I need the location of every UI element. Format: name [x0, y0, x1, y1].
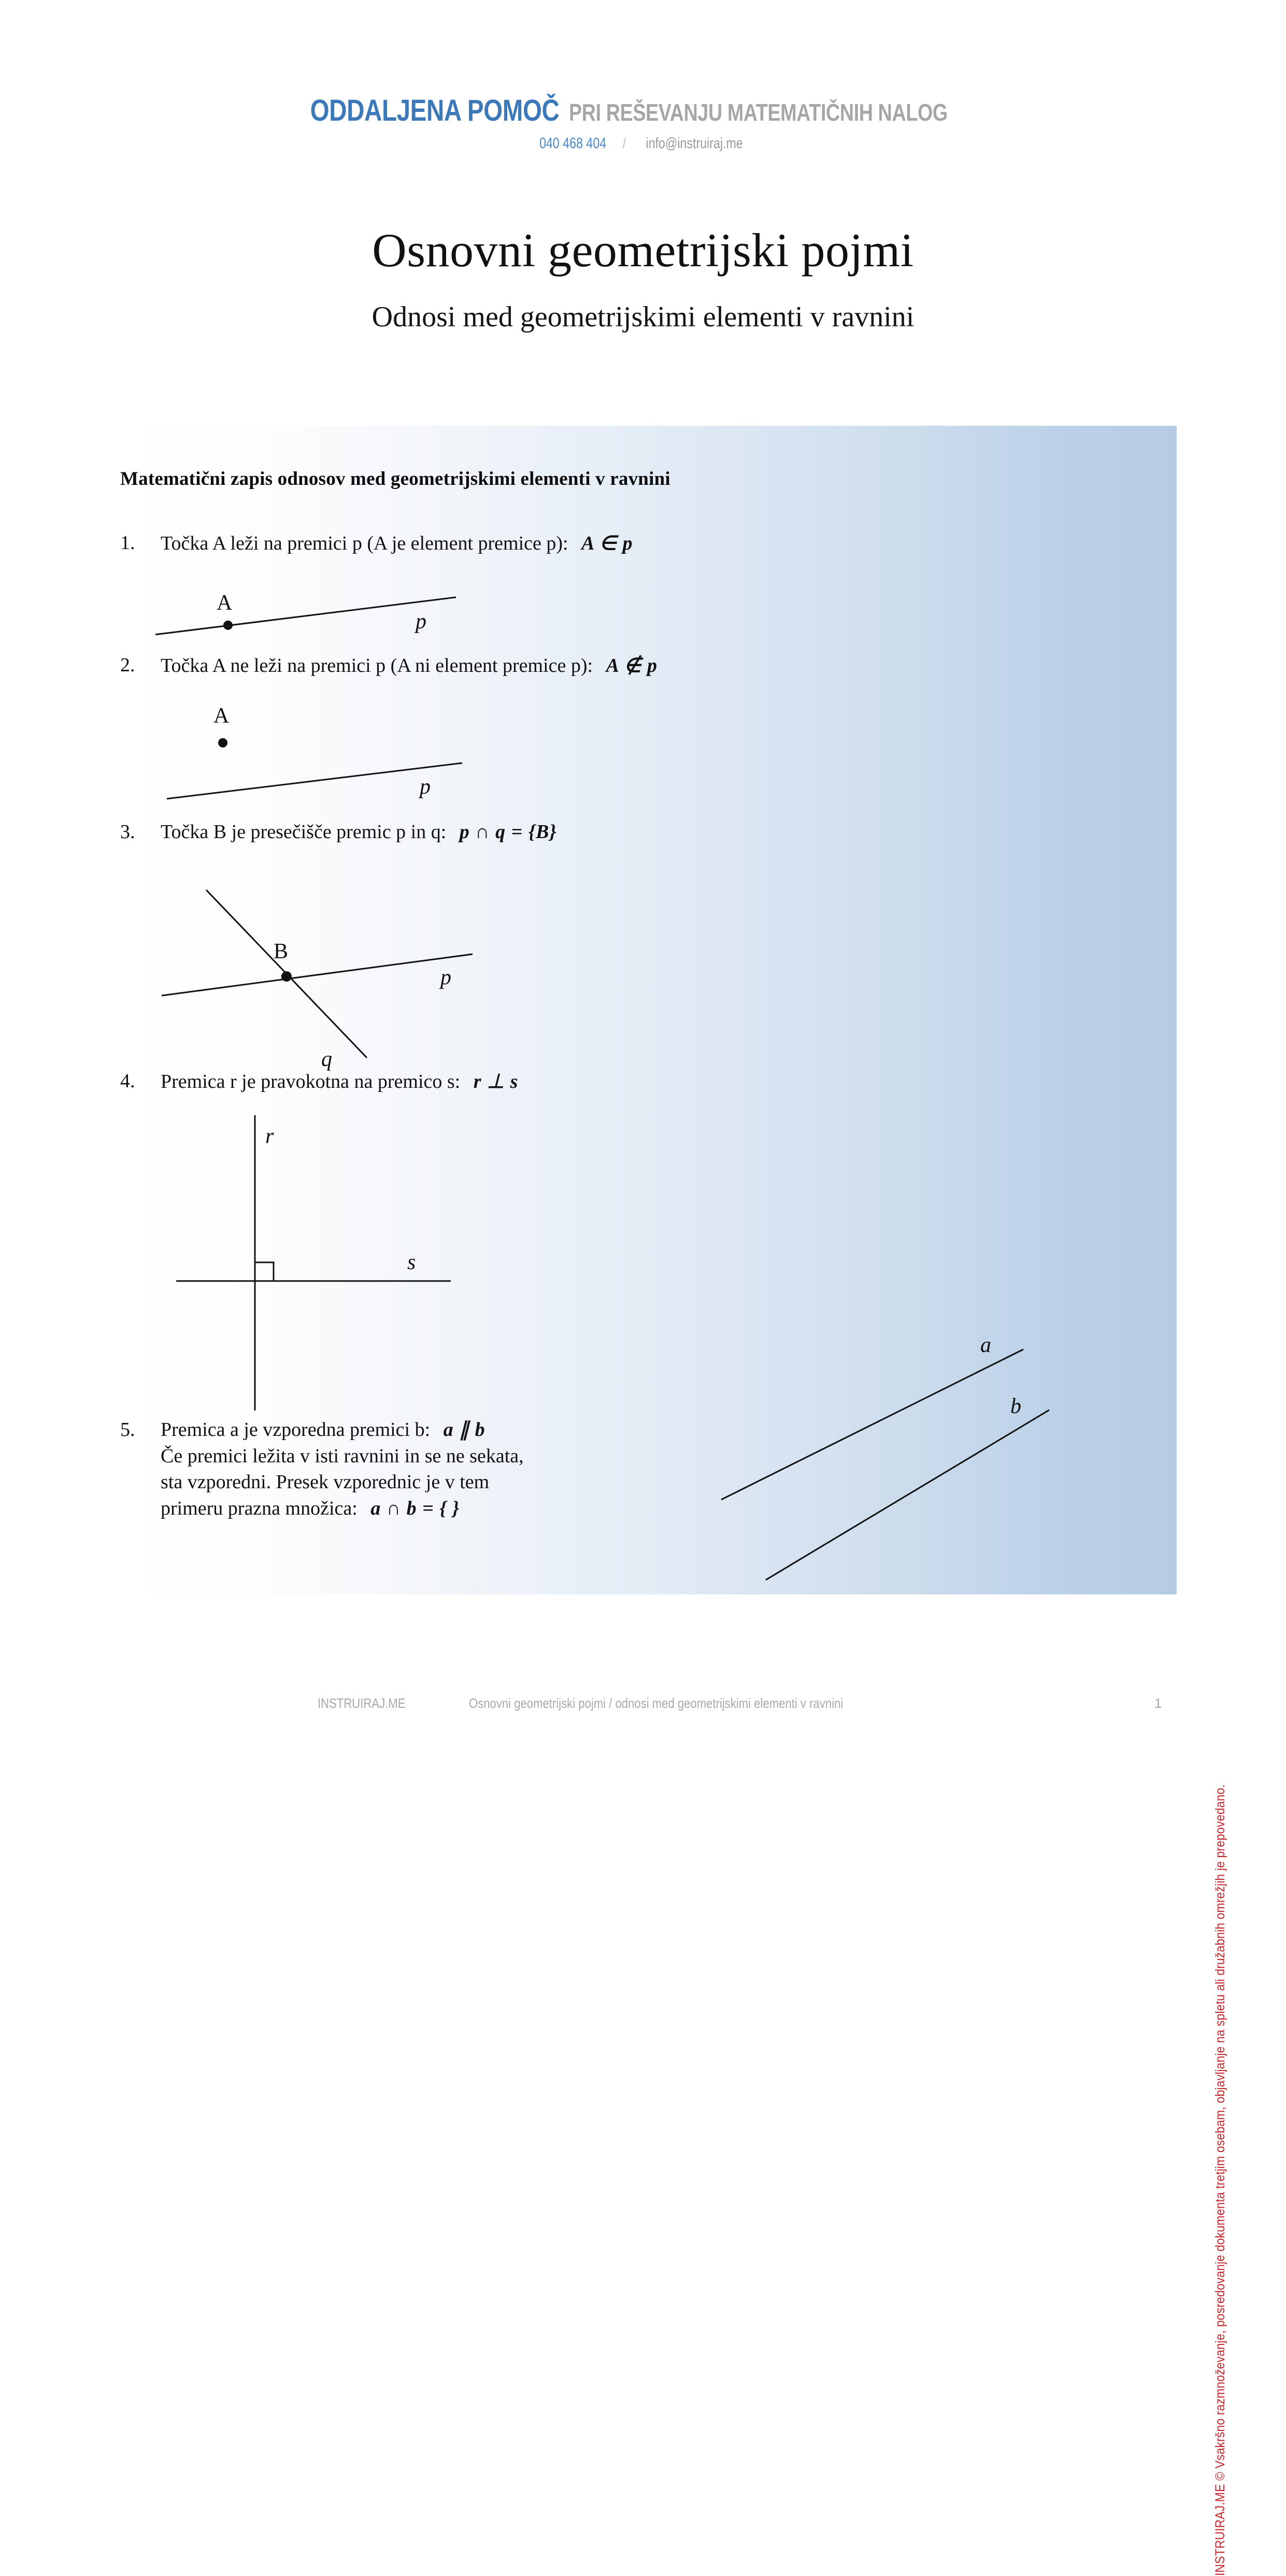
list-item-2-body: [161, 654, 658, 677]
figure3-line-label-q: q: [321, 1047, 332, 1071]
figure4-line-label-s: s: [407, 1250, 416, 1274]
footer-title: Osnovni geometrijski pojmi / odnosi med geometrijskimi elementi v ravnini: [469, 1695, 844, 1711]
page-footer: [0, 1695, 1286, 1717]
list-item-5-line3: sta vzporedni. Presek vzporednic je v tem: [161, 1471, 490, 1493]
figure-point-on-line: [150, 583, 471, 645]
list-item-1-body: [161, 531, 633, 555]
list-item-1: [120, 531, 633, 555]
side-copyright-text: INSTRUIRAJ.ME © Vsakršno razmnoževanje, posredovanje dokumenta tretjim osebam, objavljanje na spletu ali družabnih omrežjih je prepovedano.: [1213, 1784, 1227, 2576]
page-title: Osnovni geometrijski pojmi: [372, 224, 914, 277]
footer-brand: INSTRUIRAJ.ME: [318, 1695, 406, 1711]
contact-separator: /: [622, 135, 626, 152]
brand-title-line: [0, 93, 1286, 128]
list-item-5-line1-formula: a ∥ b: [443, 1419, 485, 1441]
contact-line: [0, 135, 1286, 152]
list-item-5-line2: Če premici ležita v isti ravnini in se ne sekata,: [161, 1445, 524, 1467]
figure-line-intersection: [150, 865, 503, 1071]
figure5-line-label-b: b: [1010, 1394, 1021, 1418]
list-item-5-line4-text: primeru prazna množica:: [161, 1497, 358, 1519]
figure-perpendicular-lines: [171, 1111, 461, 1422]
contact-phone[interactable]: 040 468 404: [539, 135, 607, 152]
list-item-4-formula: r ⊥ s: [473, 1071, 519, 1092]
figure1-point-label: A: [217, 591, 233, 615]
footer-page-number: 1: [1154, 1695, 1162, 1711]
list-item-5-line4: [161, 1495, 524, 1522]
list-item-5-body: [161, 1417, 524, 1521]
figure3-line-label-p: p: [440, 966, 451, 989]
figure1-line-label: p: [416, 610, 426, 634]
list-item-5-line1-text: Premica a je vzporedna premici b:: [161, 1419, 431, 1441]
list-item-5-line1: [161, 1417, 524, 1443]
page-subtitle: Odnosi med geometrijskimi elementi v ravnini: [371, 301, 915, 333]
list-item-3-formula: p ∩ q = {B}: [459, 821, 557, 843]
list-item-4-number: 4.: [120, 1070, 135, 1092]
brand-header: [0, 93, 1286, 152]
list-item-1-text: Točka A leži na premici p (A je element premice p):: [161, 533, 568, 554]
list-item-2-text: Točka A ne leži na premici p (A ni element premice p):: [161, 655, 593, 677]
figure2-line-label: p: [420, 775, 431, 799]
brand-tagline: PRI REŠEVANJU MATEMATIČNIH NALOG: [568, 99, 948, 126]
list-item-2-formula: A ∉ p: [606, 655, 658, 677]
list-item-4: [120, 1070, 518, 1093]
figure2-point-label: A: [213, 704, 230, 728]
list-item-3-number: 3.: [120, 821, 135, 843]
list-item-5-line4-formula: a ∩ b = { }: [370, 1497, 460, 1519]
list-item-2: [120, 654, 658, 677]
contact-email[interactable]: info@instruiraj.me: [646, 135, 743, 152]
list-item-3-body: [161, 821, 557, 843]
side-copyright-notice: [1213, 1716, 1228, 2576]
list-item-3: [120, 821, 557, 843]
figure-point-off-line: [150, 689, 471, 818]
list-item-2-number: 2.: [120, 654, 135, 676]
figure5-line-label-a: a: [980, 1333, 991, 1357]
list-item-5: [120, 1417, 524, 1521]
figure-parallel-lines: [715, 1290, 1078, 1580]
section-heading: Matematični zapis odnosov med geometrijskimi elementi v ravnini: [120, 468, 670, 490]
brand-name: ODDALJENA POMOČ: [310, 94, 560, 127]
list-item-4-body: [161, 1070, 518, 1093]
list-item-1-number: 1.: [120, 532, 135, 554]
figure4-line-label-r: r: [265, 1125, 274, 1148]
list-item-4-text: Premica r je pravokotna na premico s:: [161, 1071, 461, 1092]
list-item-3-text: Točka B je presečišče premic p in q:: [161, 821, 447, 843]
list-item-1-formula: A ∈ p: [581, 533, 633, 554]
figure3-point-label: B: [274, 940, 289, 963]
list-item-5-number: 5.: [120, 1419, 135, 1441]
